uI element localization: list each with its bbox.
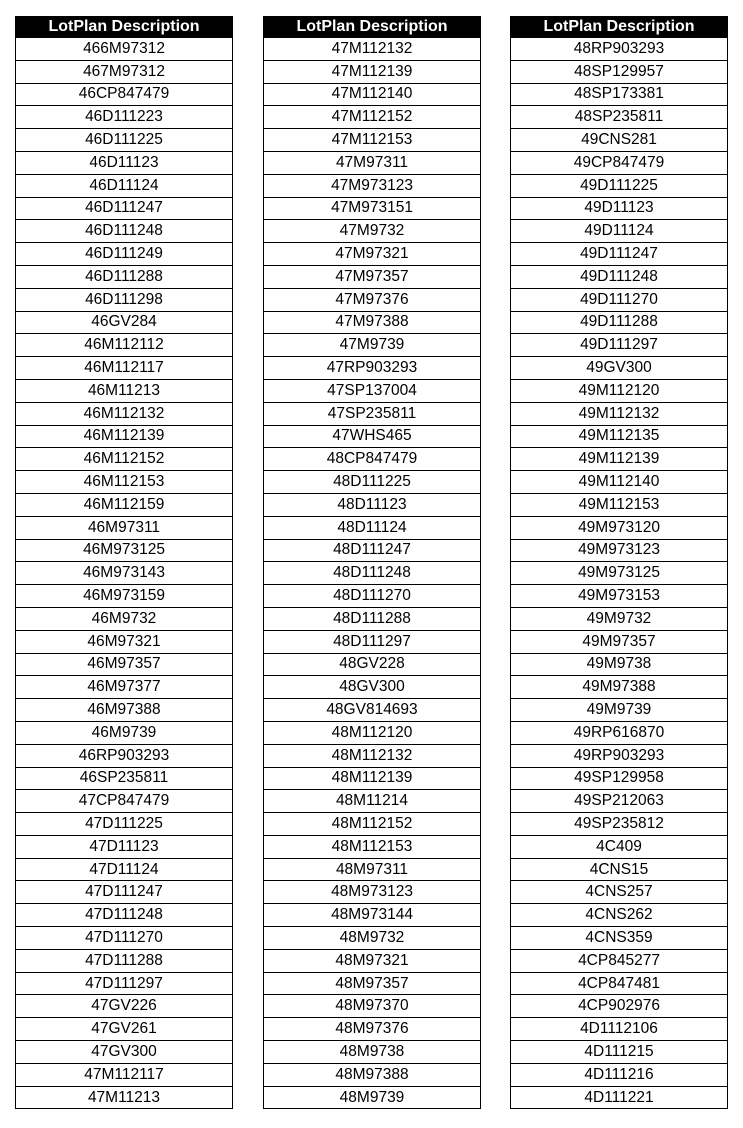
lotplan-cell: 49D111297 [511,334,728,357]
lotplan-cell: 4CNS359 [511,927,728,950]
table-row [511,471,728,494]
table-row [16,1063,233,1086]
lotplan-cell: 49D111247 [511,243,728,266]
lotplan-cell: 49M973125 [511,562,728,585]
table-row [264,60,481,83]
lotplan-cell: 49M9738 [511,653,728,676]
table-row [511,676,728,699]
table-row [264,106,481,129]
lotplan-cell: 47M9732 [264,220,481,243]
lotplan-cell: 46M11213 [16,379,233,402]
table-row [264,790,481,813]
table-body [16,38,233,1109]
table-row [16,813,233,836]
lotplan-cell: 46M112139 [16,425,233,448]
table-row [511,60,728,83]
table-row [511,562,728,585]
lotplan-cell: 48D111248 [264,562,481,585]
table-row [16,676,233,699]
table-row [264,83,481,106]
table-row [511,1086,728,1109]
table-row [16,995,233,1018]
lotplan-cell: 49M112120 [511,379,728,402]
table-row [264,220,481,243]
lotplan-cell: 49RP616870 [511,721,728,744]
header-row [264,17,481,38]
table-row [511,334,728,357]
table-row [511,402,728,425]
table-row [511,767,728,790]
table-row [511,1063,728,1086]
lotplan-cell: 49CP847479 [511,151,728,174]
lotplan-cell: 49M97388 [511,676,728,699]
lotplan-cell: 48D11123 [264,493,481,516]
column-header: LotPlan Description [511,17,728,38]
table-row [511,379,728,402]
lotplan-cell: 4D111216 [511,1063,728,1086]
lotplan-cell: 48M97376 [264,1018,481,1041]
table-row [264,995,481,1018]
table-row [511,129,728,152]
table-row [264,927,481,950]
lotplan-cell: 49D11124 [511,220,728,243]
table-row [264,904,481,927]
lotplan-cell: 47D111270 [16,927,233,950]
lotplan-cell: 49D111288 [511,311,728,334]
table-row [264,858,481,881]
table-row [264,288,481,311]
lotplan-cell: 47M97321 [264,243,481,266]
table-row [264,881,481,904]
table-row [16,904,233,927]
table-row [16,767,233,790]
lotplan-cell: 49M112140 [511,471,728,494]
lotplan-cell: 47D111248 [16,904,233,927]
table-row [511,630,728,653]
lotplan-cell: 46GV284 [16,311,233,334]
lotplan-cell: 48M973144 [264,904,481,927]
lotplan-cell: 46D111288 [16,265,233,288]
lotplan-cell: 48M112139 [264,767,481,790]
lotplan-cell: 48D111270 [264,585,481,608]
lotplan-cell: 48M112153 [264,835,481,858]
table-row [16,699,233,722]
table-row [16,835,233,858]
table-row [511,881,728,904]
table-row [16,721,233,744]
table-row [511,243,728,266]
lotplan-cell: 4D1112106 [511,1018,728,1041]
lotplan-cell: 47SP235811 [264,402,481,425]
lotplan-cell: 46M112112 [16,334,233,357]
lotplan-cell: 48M9732 [264,927,481,950]
lotplan-cell: 48M112132 [264,744,481,767]
lotplan-cell: 47WHS465 [264,425,481,448]
table-row [16,858,233,881]
table-row [264,539,481,562]
lotplan-cell: 48SP129957 [511,60,728,83]
table-row [264,197,481,220]
lotplan-cell: 47GV300 [16,1041,233,1064]
lotplan-cell: 48M112152 [264,813,481,836]
lotplan-cell: 49D111225 [511,174,728,197]
lotplan-cell: 4CP847481 [511,972,728,995]
table-row [264,129,481,152]
table-row [264,265,481,288]
table-row [264,1018,481,1041]
table-row [16,243,233,266]
table-row [264,972,481,995]
table-row [264,813,481,836]
table-row [264,1063,481,1086]
table-row [511,721,728,744]
lotplan-cell: 49SP212063 [511,790,728,813]
lotplan-cell: 49M112153 [511,493,728,516]
table-row [264,721,481,744]
lotplan-cell: 46D11124 [16,174,233,197]
lotplan-cell: 49M973123 [511,539,728,562]
lotplan-cell: 47M112132 [264,38,481,61]
lotplan-cell: 48M9738 [264,1041,481,1064]
table-row [16,357,233,380]
table-row [511,995,728,1018]
lotplan-cell: 47D11124 [16,858,233,881]
lotplan-cell: 48CP847479 [264,448,481,471]
table-row [16,151,233,174]
lotplan-cell: 47M97357 [264,265,481,288]
lotplan-cell: 47M973151 [264,197,481,220]
lotplan-cell: 46M9739 [16,721,233,744]
table-row [16,129,233,152]
lotplan-cell: 47M112153 [264,129,481,152]
table-row [264,1041,481,1064]
lotplan-cell: 48GV300 [264,676,481,699]
table-row [511,425,728,448]
table-row [264,835,481,858]
table-row [264,516,481,539]
column-header: LotPlan Description [16,17,233,38]
table-row [16,972,233,995]
lotplan-cell: 49M97357 [511,630,728,653]
table-row [511,220,728,243]
lotplan-cell: 49M112139 [511,448,728,471]
table-row [511,516,728,539]
table-row [511,539,728,562]
table-row [511,790,728,813]
lotplan-table-1 [15,16,233,1109]
table-row [511,744,728,767]
lotplan-cell: 47M112117 [16,1063,233,1086]
lotplan-cell: 48M9739 [264,1086,481,1109]
lotplan-cell: 49D111270 [511,288,728,311]
table-row [511,174,728,197]
lotplan-cell: 48D111247 [264,539,481,562]
lotplan-cell: 4D111221 [511,1086,728,1109]
lotplan-cell: 467M97312 [16,60,233,83]
lotplan-cell: 48M973123 [264,881,481,904]
table-row [16,744,233,767]
lotplan-cell: 49SP235812 [511,813,728,836]
lotplan-cell: 49M973120 [511,516,728,539]
table-row [511,311,728,334]
table-row [16,653,233,676]
lotplan-cell: 47M97376 [264,288,481,311]
lotplan-cell: 47D111297 [16,972,233,995]
table-row [264,676,481,699]
table-row [16,516,233,539]
lotplan-cell: 48D11124 [264,516,481,539]
lotplan-cell: 47CP847479 [16,790,233,813]
table-row [264,493,481,516]
table-row [511,813,728,836]
table-row [16,83,233,106]
table-row [16,630,233,653]
lotplan-cell: 48SP173381 [511,83,728,106]
lotplan-cell: 48M112120 [264,721,481,744]
table-row [511,151,728,174]
lotplan-cell: 49SP129958 [511,767,728,790]
table-row [16,106,233,129]
table-row [511,949,728,972]
table-row [264,585,481,608]
lotplan-cell: 46M112117 [16,357,233,380]
table-row [264,357,481,380]
lotplan-cell: 46D111223 [16,106,233,129]
lotplan-cell: 47SP137004 [264,379,481,402]
table-row [16,562,233,585]
table-row [511,699,728,722]
lotplan-cell: 46M97377 [16,676,233,699]
lotplan-table-3 [510,16,728,1109]
table-row [16,197,233,220]
table-row [16,949,233,972]
lotplan-cell: 46RP903293 [16,744,233,767]
lotplan-cell: 46M112152 [16,448,233,471]
lotplan-cell: 46SP235811 [16,767,233,790]
table-row [511,607,728,630]
table-row [511,653,728,676]
lotplan-cell: 49D11123 [511,197,728,220]
table-row [264,699,481,722]
lotplan-cell: 48GV228 [264,653,481,676]
lotplan-cell: 46M112159 [16,493,233,516]
lotplan-cell: 48RP903293 [511,38,728,61]
lotplan-cell: 49M9732 [511,607,728,630]
table-row [264,607,481,630]
lotplan-cell: 46D111247 [16,197,233,220]
lotplan-cell: 49CNS281 [511,129,728,152]
table-row [16,790,233,813]
table-body [264,38,481,1109]
lotplan-cell: 47D11123 [16,835,233,858]
lotplan-cell: 47D111288 [16,949,233,972]
table-row [511,585,728,608]
lotplan-cell: 48M97388 [264,1063,481,1086]
lotplan-cell: 46M97388 [16,699,233,722]
table-row [511,1018,728,1041]
lotplan-cell: 46M112153 [16,471,233,494]
lotplan-cell: 48M97321 [264,949,481,972]
lotplan-cell: 46M973143 [16,562,233,585]
lotplan-cell: 4CNS262 [511,904,728,927]
lotplan-cell: 47D111247 [16,881,233,904]
table-row [16,881,233,904]
lotplan-cell: 49RP903293 [511,744,728,767]
table-row [511,448,728,471]
table-row [264,243,481,266]
table-row [16,220,233,243]
lotplan-cell: 47M112140 [264,83,481,106]
lotplan-cell: 46CP847479 [16,83,233,106]
table-row [264,151,481,174]
table-row [16,174,233,197]
lotplan-cell: 48D111297 [264,630,481,653]
lotplan-cell: 46D111248 [16,220,233,243]
lotplan-cell: 47D111225 [16,813,233,836]
header-row [511,17,728,38]
table-row [16,311,233,334]
table-row [16,927,233,950]
table-row [264,38,481,61]
lotplan-cell: 48M97311 [264,858,481,881]
table-row [264,744,481,767]
lotplan-cell: 49M112132 [511,402,728,425]
table-row [511,265,728,288]
table-row [264,425,481,448]
table-row [511,858,728,881]
lotplan-cell: 466M97312 [16,38,233,61]
lotplan-cell: 46M973159 [16,585,233,608]
lotplan-cell: 46M112132 [16,402,233,425]
lotplan-cell: 4CNS15 [511,858,728,881]
lotplan-cell: 49M9739 [511,699,728,722]
lotplan-cell: 46M97357 [16,653,233,676]
header-row [16,17,233,38]
table-row [16,1041,233,1064]
lotplan-cell: 48SP235811 [511,106,728,129]
table-row [264,653,481,676]
lotplan-cell: 4CNS257 [511,881,728,904]
table-row [264,334,481,357]
lotplan-cell: 4CP902976 [511,995,728,1018]
lotplan-cell: 47RP903293 [264,357,481,380]
lotplan-cell: 49M112135 [511,425,728,448]
table-row [511,357,728,380]
lotplan-table-2 [263,16,481,1109]
lotplan-cell: 46M9732 [16,607,233,630]
table-row [264,311,481,334]
lotplan-cell: 4CP845277 [511,949,728,972]
table-row [16,471,233,494]
table-row [16,379,233,402]
table-row [511,38,728,61]
table-row [16,448,233,471]
table-row [16,1018,233,1041]
table-row [264,379,481,402]
table-row [264,949,481,972]
table-row [511,927,728,950]
table-row [511,106,728,129]
lotplan-cell: 46D111225 [16,129,233,152]
lotplan-cell: 47GV261 [16,1018,233,1041]
lotplan-cell: 47M97311 [264,151,481,174]
lotplan-cell: 47GV226 [16,995,233,1018]
lotplan-cell: 46M973125 [16,539,233,562]
lotplan-cell: 48M97370 [264,995,481,1018]
table-row [264,402,481,425]
lotplan-cell: 46M97321 [16,630,233,653]
lotplan-cell: 4C409 [511,835,728,858]
table-row [16,493,233,516]
lotplan-cell: 48D111225 [264,471,481,494]
lotplan-cell: 47M973123 [264,174,481,197]
table-row [511,1041,728,1064]
lotplan-cell: 47M11213 [16,1086,233,1109]
table-row [16,539,233,562]
lotplan-cell: 47M112152 [264,106,481,129]
lotplan-cell: 49M973153 [511,585,728,608]
lotplan-cell: 47M97388 [264,311,481,334]
lotplan-cell: 46D11123 [16,151,233,174]
table-row [16,288,233,311]
lotplan-cell: 46D111298 [16,288,233,311]
table-row [511,972,728,995]
table-row [511,83,728,106]
lotplan-cell: 46D111249 [16,243,233,266]
lotplan-cell: 49D111248 [511,265,728,288]
lotplan-cell: 48D111288 [264,607,481,630]
table-body [511,38,728,1109]
table-row [264,448,481,471]
lotplan-cell: 48M97357 [264,972,481,995]
table-row [16,265,233,288]
table-row [16,585,233,608]
lotplan-cell: 47M112139 [264,60,481,83]
table-row [264,767,481,790]
table-row [511,835,728,858]
table-row [16,38,233,61]
lotplan-cell: 47M9739 [264,334,481,357]
table-row [264,471,481,494]
table-row [16,334,233,357]
table-row [264,1086,481,1109]
table-row [16,402,233,425]
table-row [264,630,481,653]
table-row [16,1086,233,1109]
table-row [511,197,728,220]
table-row [16,425,233,448]
table-row [264,562,481,585]
table-row [511,288,728,311]
table-row [16,607,233,630]
table-row [511,904,728,927]
lotplan-cell: 46M97311 [16,516,233,539]
lotplan-cell: 49GV300 [511,357,728,380]
lotplan-cell: 48M11214 [264,790,481,813]
lotplan-cell: 4D111215 [511,1041,728,1064]
lotplan-cell: 48GV814693 [264,699,481,722]
table-row [264,174,481,197]
column-header: LotPlan Description [264,17,481,38]
table-row [511,493,728,516]
table-row [16,60,233,83]
